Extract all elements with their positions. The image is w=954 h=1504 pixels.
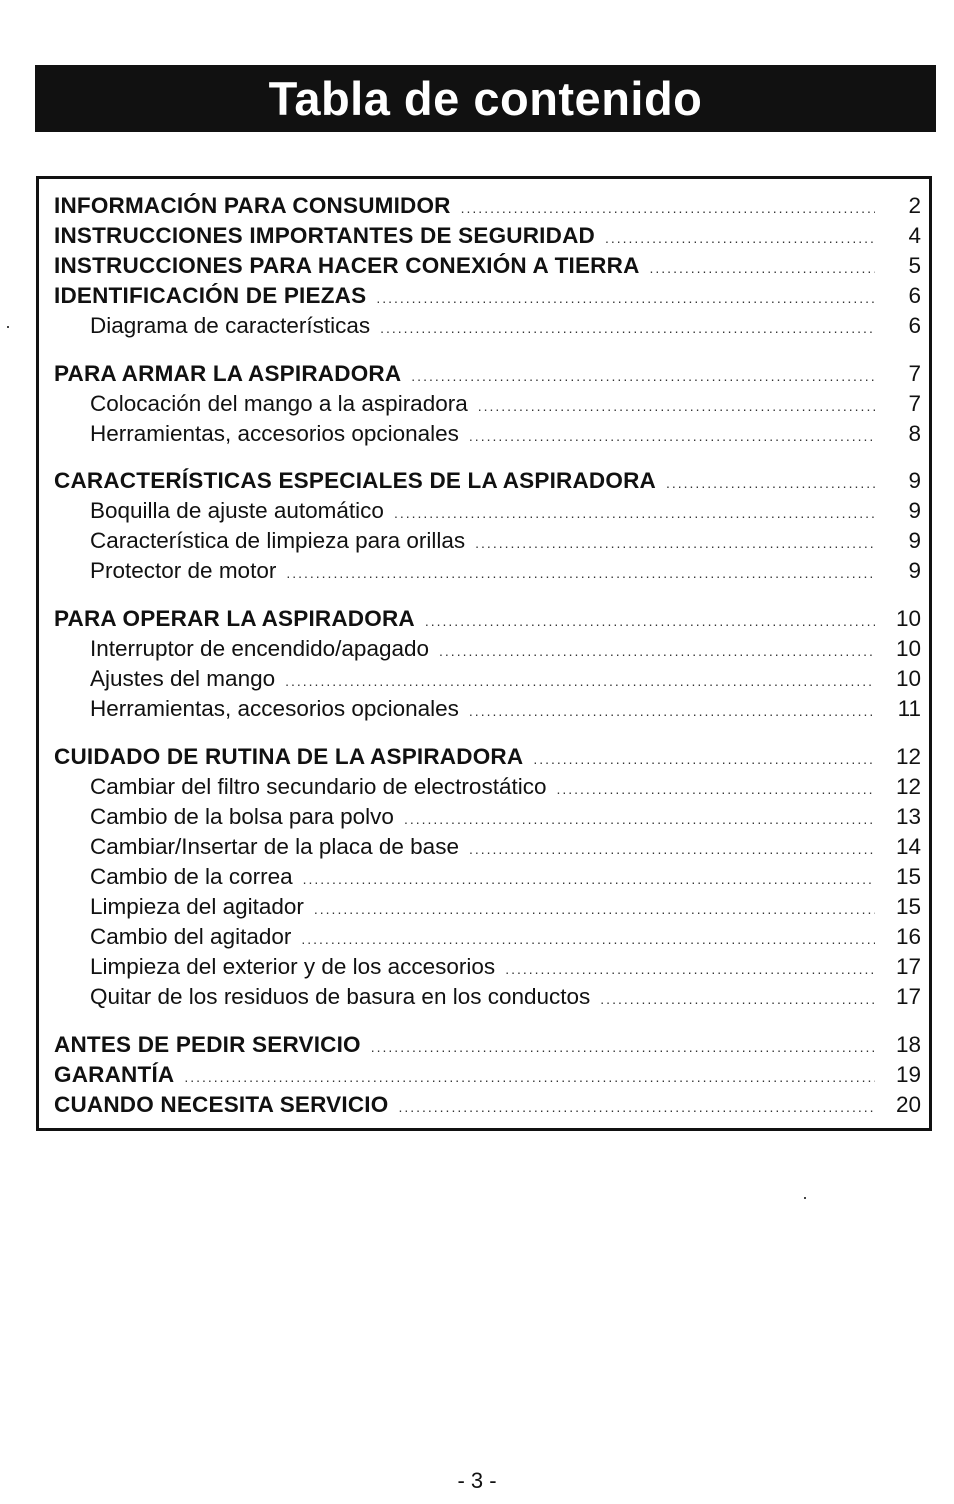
toc-subentry-label: Cambio del agitador bbox=[90, 924, 292, 949]
toc-subentry bbox=[54, 526, 921, 556]
toc-page-number: 4 bbox=[908, 223, 921, 248]
toc-page-number: 13 bbox=[895, 804, 921, 829]
toc-page-number: 19 bbox=[895, 1062, 921, 1087]
dot-leader bbox=[666, 468, 875, 498]
dot-leader bbox=[376, 283, 875, 313]
toc-page-number: 9 bbox=[908, 558, 921, 583]
toc-entry bbox=[54, 221, 921, 251]
toc-page-number: 18 bbox=[895, 1032, 921, 1057]
toc-page-number: 9 bbox=[908, 468, 921, 493]
dot-leader bbox=[301, 924, 875, 954]
toc-page-number: 12 bbox=[895, 774, 921, 799]
toc-page-number: 17 bbox=[895, 954, 921, 979]
toc-page-number: 7 bbox=[908, 361, 921, 386]
toc-subentry-label: Cambiar del filtro secundario de electrostático bbox=[90, 774, 547, 799]
table-of-contents bbox=[36, 176, 932, 1131]
toc-page-number: 16 bbox=[895, 924, 921, 949]
toc-page-number: 17 bbox=[895, 984, 921, 1009]
dot-leader bbox=[600, 984, 875, 1014]
toc-subentry-label: Limpieza del exterior y de los accesorios bbox=[90, 954, 496, 979]
toc-entry-label: INFORMACIÓN PARA CONSUMIDOR bbox=[54, 193, 451, 218]
toc-subentry-label: Diagrama de características bbox=[90, 313, 371, 338]
toc-entry bbox=[54, 251, 921, 281]
toc-page-number: 15 bbox=[895, 864, 921, 889]
page-title: Tabla de contenido bbox=[268, 72, 703, 125]
toc-entry-label: INSTRUCCIONES PARA HACER CONEXIÓN A TIERRA bbox=[54, 253, 640, 278]
toc-subentry bbox=[54, 952, 921, 982]
dot-leader bbox=[469, 834, 875, 864]
toc-page-number: 20 bbox=[895, 1092, 921, 1117]
toc-subentry-label: Herramientas, accesorios opcionales bbox=[90, 421, 459, 446]
toc-entry-label: ANTES DE PEDIR SERVICIO bbox=[54, 1032, 361, 1057]
dot-leader bbox=[475, 528, 875, 558]
toc-subentry bbox=[54, 694, 921, 724]
toc-page-number: 10 bbox=[895, 606, 921, 631]
toc-subentry-label: Protector de motor bbox=[90, 558, 277, 583]
toc-entry-label: PARA OPERAR LA ASPIRADORA bbox=[54, 606, 415, 631]
toc-subentry bbox=[54, 772, 921, 802]
toc-entry bbox=[54, 466, 921, 496]
toc-entry bbox=[54, 1060, 921, 1090]
dot-leader bbox=[461, 193, 875, 223]
toc-subentry-label: Boquilla de ajuste automático bbox=[90, 498, 384, 523]
toc-entry-label: CUIDADO DE RUTINA DE LA ASPIRADORA bbox=[54, 744, 524, 769]
toc-entry bbox=[54, 1090, 921, 1120]
dot-leader bbox=[411, 361, 875, 391]
toc-entry bbox=[54, 191, 921, 221]
toc-entry bbox=[54, 1030, 921, 1060]
toc-subentry bbox=[54, 311, 921, 341]
page-number-footer: - 3 - bbox=[457, 1468, 497, 1493]
dot-leader bbox=[398, 1092, 875, 1122]
toc-subentry-label: Cambiar/Insertar de la placa de base bbox=[90, 834, 459, 859]
toc-page-number: 6 bbox=[908, 313, 921, 338]
scan-speck bbox=[7, 326, 9, 328]
toc-subentry-label: Colocación del mango a la aspiradora bbox=[90, 391, 468, 416]
dot-leader bbox=[425, 606, 875, 636]
title-bar bbox=[35, 65, 936, 132]
toc-subentry bbox=[54, 496, 921, 526]
toc-subentry bbox=[54, 419, 921, 449]
toc-entry-label: IDENTIFICACIÓN DE PIEZAS bbox=[54, 283, 367, 308]
toc-subentry bbox=[54, 556, 921, 586]
dot-leader bbox=[533, 744, 875, 774]
dot-leader bbox=[285, 666, 875, 696]
toc-subentry-label: Característica de limpieza para orillas bbox=[90, 528, 466, 553]
toc-subentry bbox=[54, 802, 921, 832]
toc-subentry bbox=[54, 892, 921, 922]
toc-page-number: 8 bbox=[908, 421, 921, 446]
toc-subentry-label: Ajustes del mango bbox=[90, 666, 276, 691]
dot-leader bbox=[469, 421, 875, 451]
toc-subentry-label: Cambio de la correa bbox=[90, 864, 293, 889]
dot-leader bbox=[184, 1062, 875, 1092]
dot-leader bbox=[556, 774, 875, 804]
toc-page-number: 7 bbox=[908, 391, 921, 416]
dot-leader bbox=[478, 391, 875, 421]
dot-leader bbox=[380, 313, 875, 343]
toc-entry-label: CUANDO NECESITA SERVICIO bbox=[54, 1092, 389, 1117]
dot-leader bbox=[314, 894, 875, 924]
toc-subentry bbox=[54, 982, 921, 1012]
toc-entry bbox=[54, 742, 921, 772]
toc-entry-label: GARANTÍA bbox=[54, 1062, 175, 1087]
toc-subentry-label: Herramientas, accesorios opcionales bbox=[90, 696, 459, 721]
toc-page-number: 9 bbox=[908, 528, 921, 553]
toc-subentry bbox=[54, 922, 921, 952]
toc-subentry-label: Limpieza del agitador bbox=[90, 894, 304, 919]
toc-entry-label: PARA ARMAR LA ASPIRADORA bbox=[54, 361, 402, 386]
dot-leader bbox=[394, 498, 875, 528]
toc-page-number: 14 bbox=[895, 834, 921, 859]
toc-subentry bbox=[54, 862, 921, 892]
toc-entry-label: CARACTERÍSTICAS ESPECIALES DE LA ASPIRADORA bbox=[54, 468, 656, 493]
toc-subentry-label: Quitar de los residuos de basura en los conductos bbox=[90, 984, 591, 1009]
toc-subentry bbox=[54, 832, 921, 862]
dot-leader bbox=[439, 636, 875, 666]
toc-page-number: 2 bbox=[908, 193, 921, 218]
toc-subentry bbox=[54, 664, 921, 694]
toc-entry bbox=[54, 281, 921, 311]
toc-page-number: 9 bbox=[908, 498, 921, 523]
dot-leader bbox=[469, 696, 875, 726]
toc-page-number: 11 bbox=[897, 696, 921, 721]
toc-page-number: 5 bbox=[908, 253, 921, 278]
toc-page-number: 10 bbox=[895, 666, 921, 691]
dot-leader bbox=[404, 804, 875, 834]
dot-leader bbox=[303, 864, 875, 894]
toc-subentry-label: Interruptor de encendido/apagado bbox=[90, 636, 430, 661]
dot-leader bbox=[286, 558, 875, 588]
toc-page-number: 12 bbox=[895, 744, 921, 769]
toc-subentry-label: Cambio de la bolsa para polvo bbox=[90, 804, 394, 829]
toc-subentry bbox=[54, 634, 921, 664]
toc-page-number: 15 bbox=[895, 894, 921, 919]
toc-entry bbox=[54, 359, 921, 389]
dot-leader bbox=[650, 253, 875, 283]
dot-leader bbox=[371, 1032, 875, 1062]
dot-leader bbox=[505, 954, 875, 984]
toc-entry bbox=[54, 604, 921, 634]
toc-page-number: 6 bbox=[908, 283, 921, 308]
toc-entry-label: INSTRUCCIONES IMPORTANTES DE SEGURIDAD bbox=[54, 223, 595, 248]
toc-page-number: 10 bbox=[895, 636, 921, 661]
dot-leader bbox=[605, 223, 875, 253]
toc-subentry bbox=[54, 389, 921, 419]
scan-speck bbox=[804, 1197, 806, 1199]
